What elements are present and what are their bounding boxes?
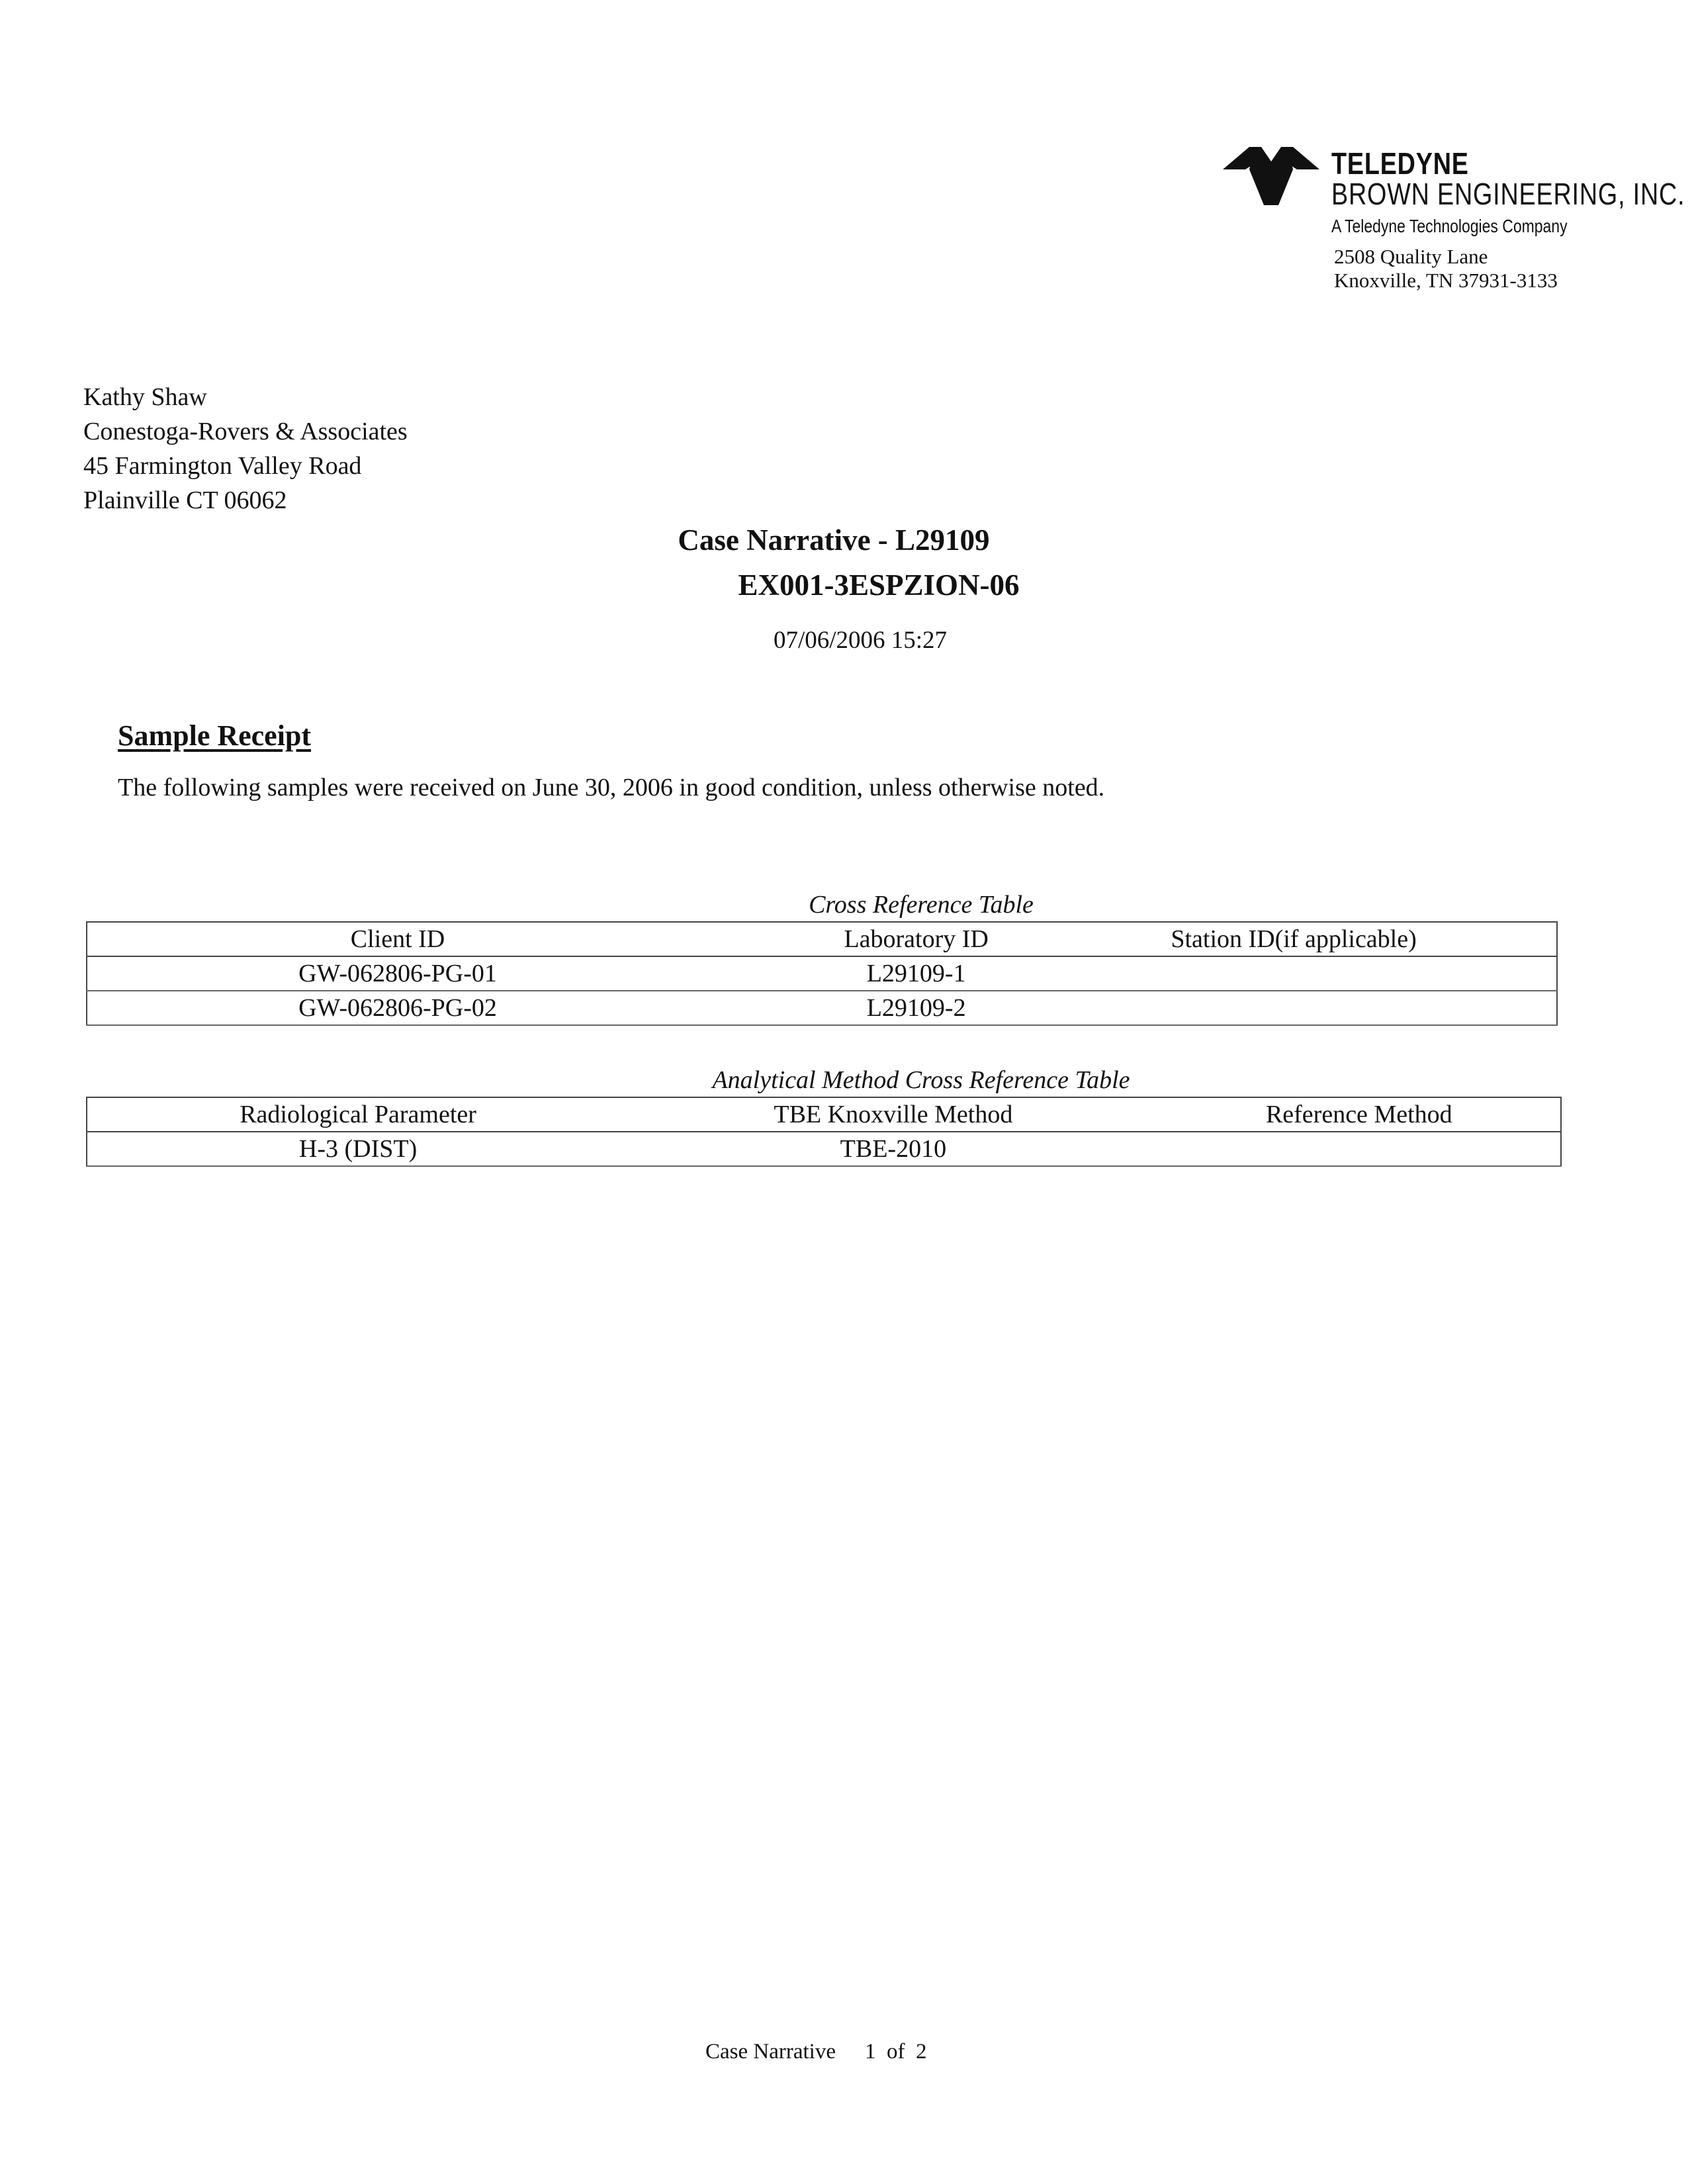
footer-of: of — [887, 2040, 905, 2064]
method-cross-reference-table — [86, 1097, 1562, 1167]
cross-reference-table-caption: Cross Reference Table — [809, 891, 1034, 919]
column-header: Radiological Parameter — [87, 1097, 629, 1132]
table-row — [87, 991, 1557, 1025]
section-heading-sample-receipt: Sample Receipt — [118, 719, 312, 752]
page-footer — [705, 2040, 927, 2064]
company-address-street: 2508 Quality Lane — [1334, 245, 1488, 268]
cross-reference-table — [86, 921, 1558, 1026]
method-table-caption: Analytical Method Cross Reference Table — [712, 1066, 1130, 1094]
table-cell: GW-062806-PG-01 — [87, 956, 708, 991]
table-header-row — [87, 1097, 1561, 1132]
sample-receipt-text: The following samples were received on June 30, 2006 in good condition, unless otherwise noted. — [118, 774, 1105, 801]
footer-page-number: 1 — [865, 2040, 876, 2064]
table-row — [87, 956, 1557, 991]
table-cell: L29109-1 — [708, 956, 1171, 991]
table-cell: H-3 (DIST) — [87, 1132, 629, 1166]
page-subtitle: EX001-3ESPZION-06 — [738, 569, 1020, 602]
recipient-company: Conestoga-Rovers & Associates — [83, 418, 408, 445]
company-tagline: A Teledyne Technologies Company — [1331, 216, 1568, 236]
recipient-street: 45 Farmington Valley Road — [83, 452, 362, 480]
table-cell: GW-062806-PG-02 — [87, 991, 708, 1025]
column-header: Station ID(if applicable) — [1171, 922, 1557, 956]
table-cell: TBE-2010 — [629, 1132, 1104, 1166]
table-row — [87, 1132, 1561, 1166]
column-header: Client ID — [87, 922, 708, 956]
column-header: TBE Knoxville Method — [629, 1097, 1104, 1132]
table-header-row — [87, 922, 1557, 956]
footer-page-total: 2 — [916, 2040, 927, 2064]
table-cell — [1105, 1132, 1561, 1166]
table-cell — [1171, 956, 1557, 991]
column-header: Laboratory ID — [708, 922, 1171, 956]
company-name: TELEDYNE — [1331, 146, 1469, 181]
table-cell — [1171, 991, 1557, 1025]
company-name-line-2: BROWN ENGINEERING, INC. — [1331, 177, 1685, 211]
column-header: Reference Method — [1105, 1097, 1561, 1132]
report-date: 07/06/2006 15:27 — [773, 627, 948, 654]
table-cell: L29109-2 — [708, 991, 1171, 1025]
recipient-city: Plainville CT 06062 — [83, 486, 287, 514]
company-address-city: Knoxville, TN 37931-3133 — [1334, 269, 1558, 292]
page-title: Case Narrative - L29109 — [678, 523, 990, 557]
teledyne-logo-icon — [1223, 144, 1319, 205]
footer-label: Case Narrative — [705, 2040, 836, 2064]
recipient-name: Kathy Shaw — [83, 383, 207, 411]
